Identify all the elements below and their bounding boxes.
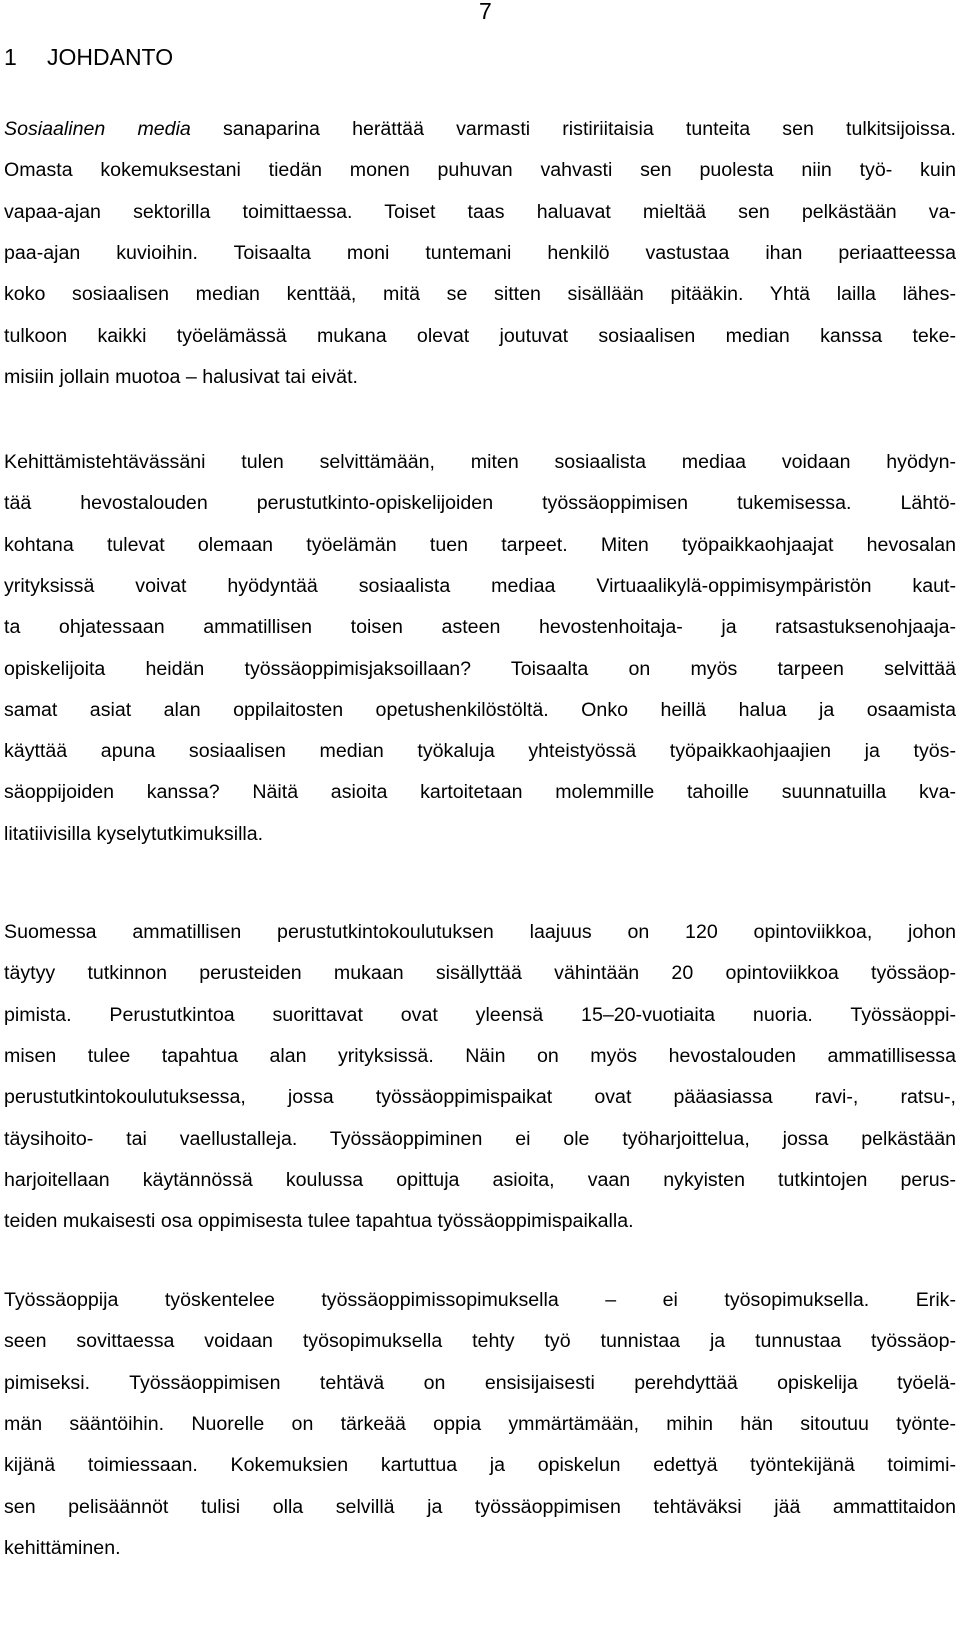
text-line bbox=[4, 157, 956, 183]
line-text: misiin jollain muotoa – halusivat tai eivät. bbox=[4, 365, 358, 388]
text-line bbox=[4, 490, 956, 516]
line-text: sen pelisäännöt tulisi olla selvillä ja työssäoppimisen tehtäväksi jää ammattitaidon bbox=[4, 1495, 956, 1518]
line-text: samat asiat alan oppilaitosten opetushenkilöstöltä. Onko heillä halua ja osaamista bbox=[4, 698, 956, 721]
line-text: kijänä toimiessaan. Kokemuksien kartuttua ja opiskelun edettyä työntekijänä toimimi- bbox=[4, 1454, 956, 1477]
line-text: pimiseksi. Työssäoppimisen tehtävä on ensisijaisesti perehdyttää opiskelija työelä- bbox=[4, 1371, 956, 1394]
text-line bbox=[4, 1287, 956, 1313]
line-text: perustutkintokoulutuksessa, jossa työssäoppimispaikat ovat pääasiassa ravi-, ratsu-, bbox=[4, 1086, 956, 1109]
text-line bbox=[4, 821, 956, 847]
text-line bbox=[4, 1002, 956, 1028]
text-line bbox=[4, 779, 956, 805]
line-text: tulkoon kaikki työelämässä mukana olevat joutuvat sosiaalisen median kanssa teke- bbox=[4, 324, 956, 347]
line-text: Omasta kokemuksestani tiedän monen puhuvan vahvasti sen puolesta niin työ- kuin bbox=[4, 159, 956, 182]
text-line bbox=[4, 656, 956, 682]
text-line bbox=[4, 1370, 956, 1396]
line-text: litatiivisilla kyselytutkimuksilla. bbox=[4, 822, 264, 845]
text-line bbox=[4, 1411, 956, 1437]
line-text: pimista. Perustutkintoa suorittavat ovat yleensä 15–20-vuotiaita nuoria. Työssäoppi- bbox=[4, 1003, 956, 1026]
text-line bbox=[4, 449, 956, 475]
line-text: misen tulee tapahtua alan yrityksissä. Näin on myös hevostalouden ammatillisessa bbox=[4, 1044, 956, 1067]
line-text: yrityksissä voivat hyödyntää sosiaalista mediaa Virtuaalikylä-oppimisympäristön kaut- bbox=[4, 574, 956, 597]
text-line bbox=[4, 364, 956, 390]
text-line bbox=[4, 323, 956, 349]
line-text: sanaparina herättää varmasti ristiriitaisia tunteita sen tulkitsijoissa. bbox=[190, 118, 956, 140]
chapter-title: JOHDANTO bbox=[47, 44, 174, 70]
text-line bbox=[4, 1167, 956, 1193]
line-text: tää hevostalouden perustutkinto-opiskelijoiden työssäoppimisen tukemisessa. Lähtö- bbox=[4, 492, 956, 515]
text-line bbox=[4, 199, 956, 225]
line-text: kehittäminen. bbox=[4, 1536, 121, 1559]
line-text: käyttää apuna sosiaalisen median työkaluja yhteistyössä työpaikkaohjaajien ja työs- bbox=[4, 740, 956, 763]
text-line bbox=[4, 1084, 956, 1110]
line-text: Työssäoppija työskentelee työssäoppimissopimuksella – ei työsopimuksella. Erik- bbox=[4, 1289, 956, 1311]
line-text: teiden mukaisesti osa oppimisesta tulee tapahtua työssäoppimispaikalla. bbox=[4, 1210, 634, 1233]
text-line bbox=[4, 1452, 956, 1478]
text-line bbox=[4, 240, 956, 266]
text-line bbox=[4, 1494, 956, 1520]
chapter-number: 1 bbox=[4, 44, 17, 70]
text-line bbox=[4, 1328, 956, 1354]
text-line bbox=[4, 1535, 956, 1561]
line-text: täytyy tutkinnon perusteiden mukaan sisällyttää vähintään 20 opintoviikkoa työssäop- bbox=[4, 962, 956, 985]
line-text: män sääntöihin. Nuorelle on tärkeää oppia ymmärtämään, mihin hän sitoutuu työnte- bbox=[4, 1412, 956, 1435]
text-line bbox=[4, 1126, 956, 1152]
text-line bbox=[4, 1043, 956, 1069]
line-text: täysihoito- tai vaellustalleja. Työssäoppiminen ei ole työharjoittelua, jossa pelkästään bbox=[4, 1127, 956, 1150]
text-line bbox=[4, 281, 956, 307]
chapter-heading bbox=[4, 42, 173, 72]
line-text: vapaa-ajan sektorilla toimittaessa. Toiset taas haluavat mieltää sen pelkästään va- bbox=[4, 200, 956, 223]
line-text: Kehittämistehtävässäni tulen selvittämään, miten sosiaalista mediaa voidaan hyödyn- bbox=[4, 451, 956, 473]
text-line bbox=[4, 738, 956, 764]
text-line bbox=[4, 697, 956, 723]
text-line bbox=[4, 532, 956, 558]
page-number: 7 bbox=[479, 0, 492, 24]
emphasized-term: Sosiaalinen media bbox=[4, 118, 191, 140]
line-text: seen sovittaessa voidaan työsopimuksella tehty työ tunnistaa ja tunnustaa työssäop- bbox=[4, 1330, 956, 1353]
line-text: säoppijoiden kanssa? Näitä asioita kartoitetaan molemmille tahoille suunnatuilla kva- bbox=[4, 781, 956, 804]
text-line bbox=[4, 960, 956, 986]
text-line bbox=[4, 573, 956, 599]
line-text: harjoitellaan käytännössä koulussa opittuja asioita, vaan nykyisten tutkintojen perus- bbox=[4, 1168, 956, 1191]
line-text: koko sosiaalisen median kenttää, mitä se sitten sisällään pitääkin. Yhtä lailla lähes- bbox=[4, 283, 956, 306]
line-text: paa-ajan kuvioihin. Toisaalta moni tuntemani henkilö vastustaa ihan periaatteessa bbox=[4, 241, 956, 264]
text-line bbox=[4, 1208, 956, 1234]
line-text: Suomessa ammatillisen perustutkintokoulutuksen laajuus on 120 opintoviikkoa, johon bbox=[4, 921, 956, 943]
text-line bbox=[4, 116, 956, 142]
line-text: opiskelijoita heidän työssäoppimisjaksoillaan? Toisaalta on myös tarpeen selvittää bbox=[4, 657, 956, 680]
line-text: kohtana tulevat olemaan työelämän tuen tarpeet. Miten työpaikkaohjaajat hevosalan bbox=[4, 533, 956, 556]
text-line bbox=[4, 614, 956, 640]
text-line bbox=[4, 919, 956, 945]
line-text: ta ohjatessaan ammatillisen toisen asteen hevostenhoitaja- ja ratsastuksenohjaaja- bbox=[4, 616, 956, 639]
